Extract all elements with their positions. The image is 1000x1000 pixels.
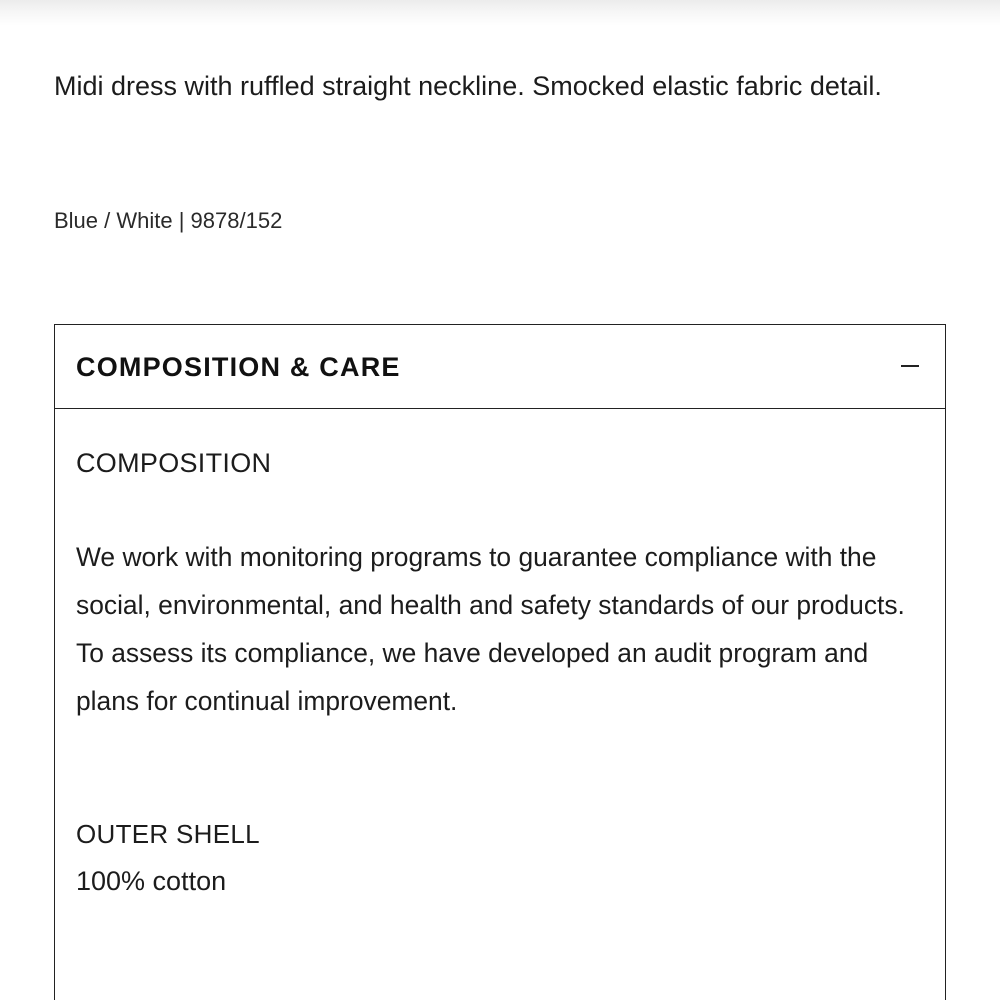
composition-text: We work with monitoring programs to guarantee compliance with the social, environmental, and health and safety standards of our products. To assess its compliance, we have developed an audit program and plans for continual improvement. bbox=[76, 542, 905, 716]
composition-care-accordion bbox=[54, 324, 946, 1000]
composition-heading: COMPOSITION bbox=[76, 448, 272, 478]
product-color-reference: Blue / White | 9878/152 bbox=[54, 208, 283, 233]
outer-shell-value: 100% cotton bbox=[76, 866, 227, 896]
outer-shell-label: OUTER SHELL bbox=[76, 819, 260, 849]
top-bar-shadow bbox=[0, 0, 1000, 26]
product-description: Midi dress with ruffled straight neckline. Smocked elastic fabric detail. bbox=[54, 71, 882, 101]
composition-care-accordion-header[interactable] bbox=[55, 325, 945, 409]
minus-icon[interactable] bbox=[901, 365, 919, 367]
accordion-title: COMPOSITION & CARE bbox=[76, 352, 401, 382]
